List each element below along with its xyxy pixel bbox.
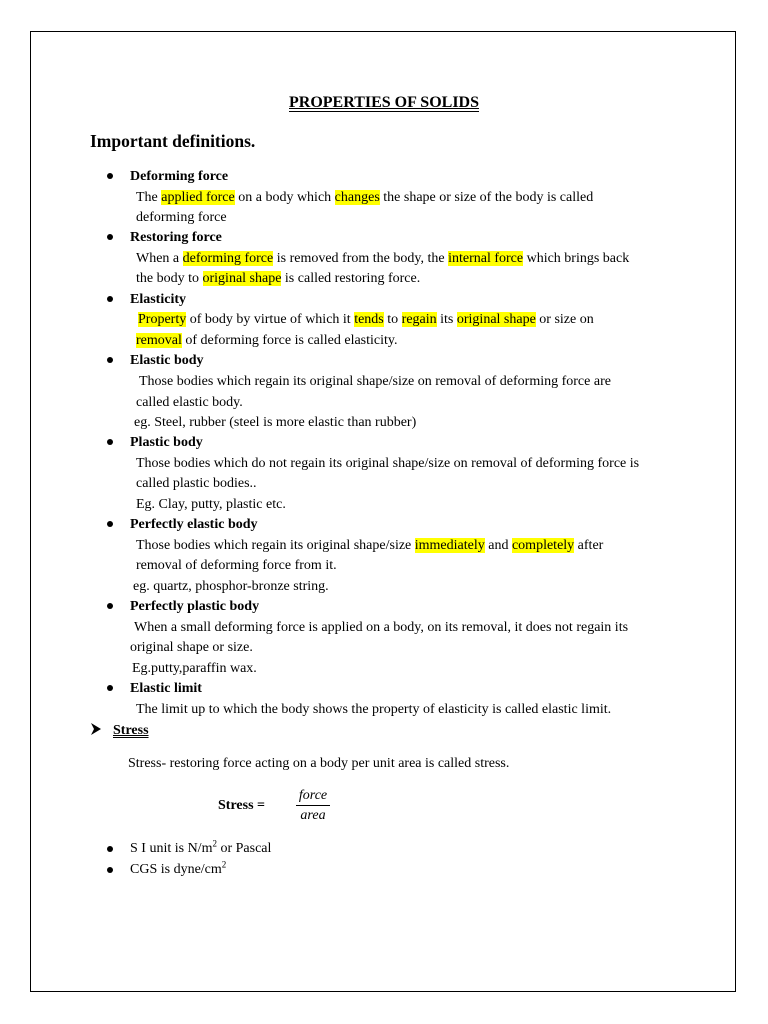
bullet-icon — [107, 603, 113, 609]
term-perfectly-plastic-body: Perfectly plastic body — [130, 599, 260, 614]
definition-line: removal of deforming force is called elasticity. — [136, 333, 398, 348]
term-elastic-body: Elastic body — [130, 353, 204, 368]
bullet-icon — [107, 234, 113, 240]
bullet-icon — [107, 439, 113, 445]
bullet-icon — [107, 521, 113, 527]
example-line: Eg.putty,paraffin wax. — [132, 661, 257, 676]
definition-line: removal of deforming force from it. — [136, 558, 337, 573]
definition-line: the body to original shape is called restoring force. — [136, 271, 421, 286]
fraction-denominator: area — [300, 808, 326, 823]
document-title: PROPERTIES OF SOLIDS — [289, 94, 479, 111]
cgs-unit-line: CGS is dyne/$cm^2$ — [130, 859, 227, 877]
definition-line: Those bodies which regain its original shape/size on removal of deforming force are — [139, 374, 611, 389]
fraction-numerator: force — [298, 788, 328, 803]
definition-line: deforming force — [136, 210, 227, 225]
section-heading: Important definitions. — [90, 131, 256, 151]
stress-fraction — [296, 787, 330, 824]
definition-line: The limit up to which the body shows the property of elasticity is called elastic limit. — [136, 702, 612, 717]
si-unit-line: S I unit is $N/m^2$ or Pascal — [130, 838, 272, 856]
term-perfectly-elastic-body: Perfectly elastic body — [130, 517, 258, 532]
fraction-bar — [296, 805, 330, 806]
term-elastic-limit: Elastic limit — [130, 681, 202, 696]
term-plastic-body: Plastic body — [130, 435, 203, 450]
definition-line: Those bodies which regain its original shape/size immediately and completely after — [136, 538, 604, 553]
arrow-bullet-icon — [90, 722, 102, 736]
stress-definition: Stress- restoring force acting on a body per unit area is called stress. — [128, 756, 510, 771]
definition-line: Those bodies which do not regain its original shape/size on removal of deforming force is — [136, 456, 640, 471]
formula-lhs: Stress = — [218, 798, 265, 813]
bullet-icon — [107, 357, 113, 363]
definition-line: The applied force on a body which changes the shape or size of the body is called — [136, 190, 594, 205]
definition-line: Property of body by virtue of which it tends to regain its original shape or size on — [138, 312, 594, 327]
example-line: Eg. Clay, putty, plastic etc. — [136, 497, 286, 512]
definition-line: When a deforming force is removed from the body, the internal force which brings back — [136, 251, 630, 266]
definition-line: called plastic bodies.. — [136, 476, 257, 491]
definition-line: When a small deforming force is applied on a body, on its removal, it does not regain its — [134, 620, 629, 635]
bullet-icon — [107, 173, 113, 179]
bullet-icon — [107, 867, 113, 873]
example-line: eg. quartz, phosphor-bronze string. — [133, 579, 329, 594]
bullet-icon — [107, 685, 113, 691]
definition-line: original shape or size. — [130, 640, 253, 655]
definition-line: called elastic body. — [136, 395, 243, 410]
bullet-icon — [107, 296, 113, 302]
example-line: eg. Steel, rubber (steel is more elastic than rubber) — [134, 415, 417, 430]
stress-heading: Stress — [113, 723, 149, 738]
bullet-icon — [107, 846, 113, 852]
term-elasticity: Elasticity — [130, 292, 186, 307]
term-deforming-force: Deforming force — [130, 169, 229, 184]
term-restoring-force: Restoring force — [130, 230, 222, 245]
